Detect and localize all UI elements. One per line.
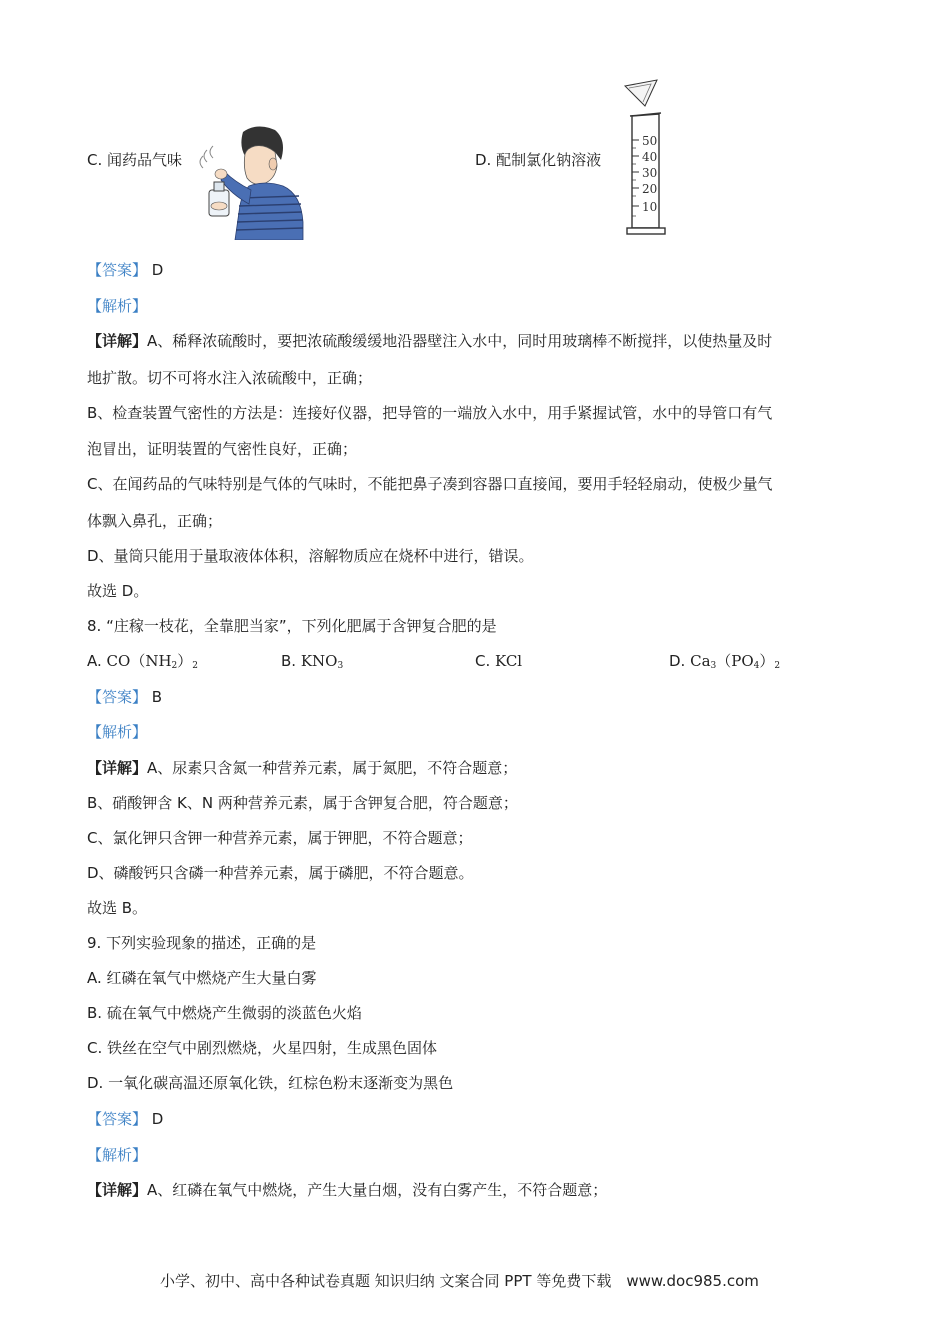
q9-analysis-tag: 【解析】: [87, 1146, 148, 1164]
q8-detail-line: B、硝酸钾含 K、N 两种营养元素，属于含钾复合肥，符合题意；: [87, 794, 518, 812]
q7-detail-line: 泡冒出，证明装置的气密性良好，正确；: [87, 440, 358, 458]
q8-analysis-tag: 【解析】: [87, 723, 148, 741]
q9-option-a: A. 红磷在氧气中燃烧产生大量白雾: [87, 969, 317, 987]
boy-smelling-illustration: [195, 122, 310, 240]
q7-detail-line: 体飘入鼻孔，正确；: [87, 512, 223, 530]
q7-detail-line: 【详解】A、稀释浓硫酸时，要把浓硫酸缓缓地沿器壁注入水中，同时用玻璃棒不断搅拌，以使热量及时: [87, 332, 773, 350]
q8-option-c: C. KCl: [475, 652, 523, 670]
q8-option-a: A. $CO(NH_2)_2$: [87, 652, 199, 671]
page-footer: 小学、初中、高中各种试卷真题 知识归纳 文案合同 PPT 等免费下载 www.doc985.com: [160, 1272, 759, 1290]
graduated-cylinder-illustration: [615, 78, 675, 238]
q8-question: 8. “庄稼一枝花，全靠肥当家”，下列化肥属于含钾复合肥的是: [87, 617, 497, 635]
q9-answer: 【答案】 D: [87, 1110, 164, 1128]
cylinder-mark-50: 50: [642, 134, 658, 148]
q9-question: 9. 下列实验现象的描述，正确的是: [87, 934, 317, 952]
q7-choice: 故选 D。: [87, 582, 149, 600]
cylinder-mark-10: 10: [642, 200, 658, 214]
q8-choice: 故选 B。: [87, 899, 148, 917]
q9-option-b: B. 硫在氧气中燃烧产生微弱的淡蓝色火焰: [87, 1004, 362, 1022]
q8-detail-line: 【详解】A、尿素只含氮一种营养元素，属于氮肥，不符合题意；: [87, 759, 518, 777]
q8-option-d: D. $Ca_3(PO_4)_2$: [669, 652, 781, 671]
q9-detail-line: 【详解】A、红磷在氧气中燃烧，产生大量白烟，没有白雾产生，不符合题意；: [87, 1181, 608, 1199]
q7-detail-line: B、检查装置气密性的方法是：连接好仪器，把导管的一端放入水中，用手紧握试管，水中的导管口有气: [87, 404, 773, 422]
q7-detail-line: 地扩散。切不可将水注入浓硫酸中，正确；: [87, 369, 373, 387]
option-d-solution: D. 配制氯化钠溶液: [475, 151, 602, 169]
q9-option-d: D. 一氧化碳高温还原氧化铁，红棕色粉末逐渐变为黑色: [87, 1074, 454, 1092]
q8-detail-line: D、磷酸钙只含磷一种营养元素，属于磷肥，不符合题意。: [87, 864, 474, 882]
q9-option-c: C. 铁丝在空气中剧烈燃烧，火星四射，生成黑色固体: [87, 1039, 438, 1057]
cylinder-mark-40: 40: [642, 150, 658, 164]
q7-analysis-tag: 【解析】: [87, 297, 148, 315]
q7-detail-line: C、在闻药品的气味特别是气体的气味时，不能把鼻子凑到容器口直接闻，要用手轻轻扇动，使极少量气: [87, 475, 773, 493]
cylinder-mark-20: 20: [642, 182, 658, 196]
q8-option-b: B. $KNO_3$: [281, 652, 344, 671]
q7-detail-line: D、量筒只能用于量取液体体积，溶解物质应在烧杯中进行，错误。: [87, 547, 534, 565]
q7-answer: 【答案】 D: [87, 261, 164, 279]
q8-answer: 【答案】 B: [87, 688, 163, 706]
option-c-smell: C. 闻药品气味: [87, 151, 183, 169]
q8-detail-line: C、氯化钾只含钾一种营养元素，属于钾肥，不符合题意；: [87, 829, 473, 847]
cylinder-mark-30: 30: [642, 166, 658, 180]
